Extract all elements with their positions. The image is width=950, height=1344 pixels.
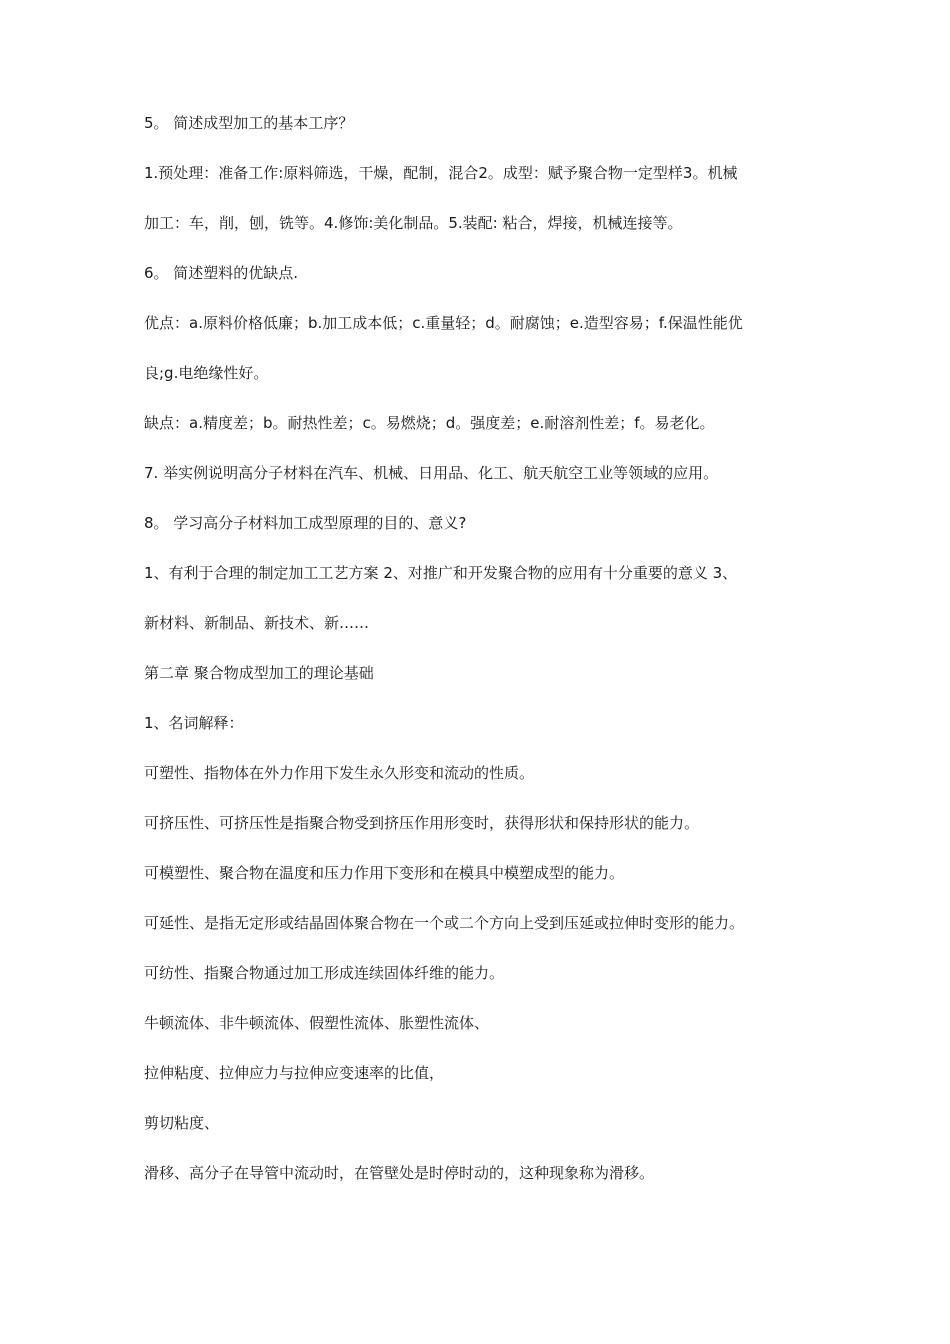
term-extensional-viscosity: 拉伸粘度、拉伸应力与拉伸应变速率的比值，: [144, 1064, 445, 1082]
term-ductility: 可延性、是指无定形或结晶固体聚合物在一个或二个方向上受到压延或拉伸时变形的能力。: [144, 914, 745, 932]
term-slip: 滑移、高分子在导管中流动时，在管壁处是时停时动的，这种现象称为滑移。: [144, 1164, 655, 1182]
answer-8-line-2: 新材料、新制品、新技术、新……: [144, 614, 370, 632]
question-8-heading: 8。 学习高分子材料加工成型原理的目的、意义?: [144, 514, 467, 532]
answer-5-line-1: 1.预处理：准备工作:原料筛选，干燥，配制，混合2。成型：赋予聚合物一定型样3。机械: [144, 164, 738, 182]
document-body: [144, 108, 814, 1208]
answer-8-line-1: 1、有利于合理的制定加工工艺方案 2、对推广和开发聚合物的应用有十分重要的意义 3、: [144, 564, 738, 582]
term-fluid-types: 牛顿流体、非牛顿流体、假塑性流体、胀塑性流体、: [144, 1014, 490, 1032]
term-extrudability: 可挤压性、可挤压性是指聚合物受到挤压作用形变时，获得形状和保持形状的能力。: [144, 814, 700, 832]
disadvantages-line: 缺点：a.精度差；b。耐热性差；c。易燃烧；d。强度差；e.耐溶剂性差；f。易老化。: [144, 414, 715, 432]
term-spinnability: 可纺性、指聚合物通过加工形成连续固体纤维的能力。: [144, 964, 505, 982]
question-6-heading: 6。 简述塑料的优缺点.: [144, 264, 299, 282]
chapter-2-heading: 第二章 聚合物成型加工的理论基础: [144, 664, 374, 682]
term-plasticity: 可塑性、指物体在外力作用下发生永久形变和流动的性质。: [144, 764, 535, 782]
question-7-heading: 7. 举实例说明高分子材料在汽车、机械、日用品、化工、航天航空工业等领域的应用。: [144, 464, 719, 482]
term-shear-viscosity: 剪切粘度、: [144, 1114, 220, 1132]
term-explanation-heading: 1、名词解释：: [144, 714, 244, 732]
advantages-line-2: 良;g.电绝缘性好。: [144, 364, 269, 382]
question-5-heading: 5。 简述成型加工的基本工序？: [144, 114, 354, 132]
answer-5-line-2: 加工：车，削，刨，铣等。4.修饰:美化制品。5.装配: 粘合，焊接，机械连接等。: [144, 214, 683, 232]
term-moldability: 可模塑性、聚合物在温度和压力作用下变形和在模具中模塑成型的能力。: [144, 864, 625, 882]
advantages-line-1: 优点：a.原料价格低廉；b.加工成本低；c.重量轻；d。耐腐蚀；e.造型容易；f.保温性能优: [144, 314, 743, 332]
